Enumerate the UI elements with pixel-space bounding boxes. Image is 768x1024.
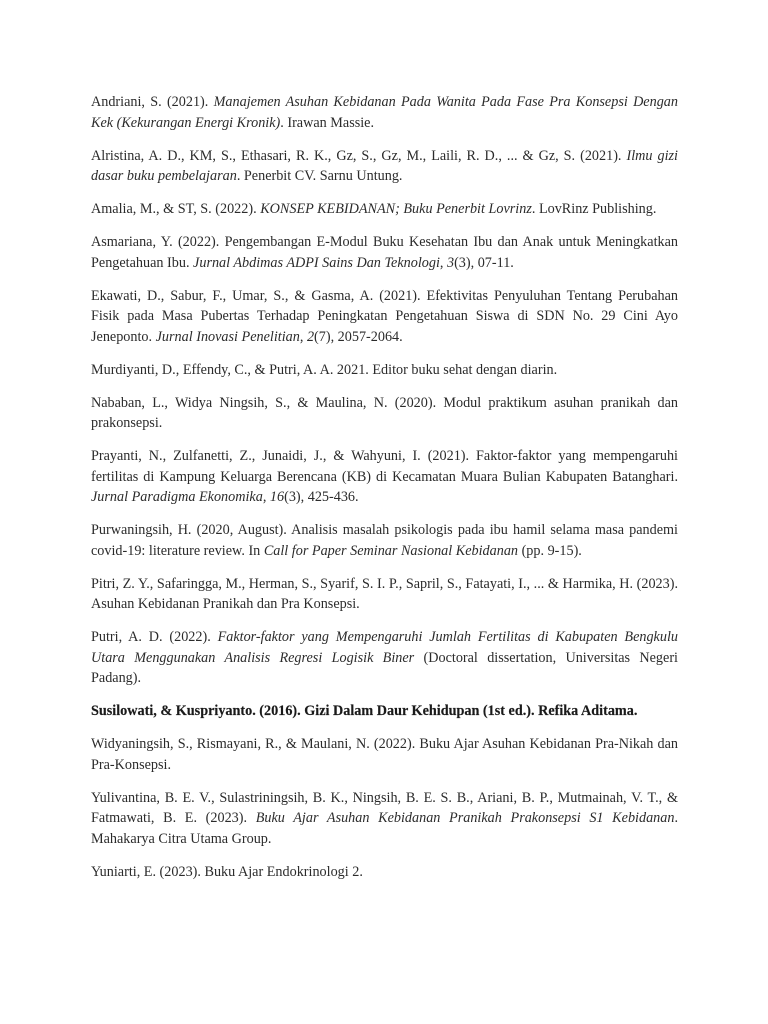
reference-text: Murdiyanti, D., Effendy, C., & Putri, A. A. 2021. Editor buku sehat dengan diarin. xyxy=(91,361,558,378)
reference-text: Alristina, A. D., KM, S., Ethasari, R. K., Gz, S., Gz, M., Laili, R. D., ... & Gz, S. (2021). xyxy=(91,147,627,164)
reference-italic-text: 16 xyxy=(269,489,285,505)
reference-text: Ekawati, D., Sabur, F., Umar, S., & Gasma, A. (2021). Efektivitas Penyuluhan Tentang Perubahan Fisik pada Masa Pubertas Terhadap Peningkatan Pengetahuan Siswa di SDN No. 29 Cini Ayo Jeneponto. xyxy=(91,287,678,345)
reference-italic-text: Call for Paper Seminar Nasional Kebidanan xyxy=(263,542,519,559)
reference-entry-ekawati xyxy=(91,286,678,348)
reference-text: , xyxy=(439,254,447,271)
reference-text: . Irawan Massie. xyxy=(280,114,375,131)
reference-text: Pitri, Z. Y., Safaringga, M., Herman, S., Syarif, S. I. P., Sapril, S., Fatayati, I., ... & Harmika, H. (2023). Asuhan Kebidanan Pranikah dan Pra Konsepsi. xyxy=(91,575,678,612)
reference-entry-susilowati xyxy=(91,701,678,722)
reference-text: Putri, A. D. (2022). xyxy=(91,629,218,645)
reference-text: (Doctoral dissertation, Universitas Negeri Padang). xyxy=(91,649,678,686)
reference-entry-amalia xyxy=(91,199,678,220)
reference-italic-text: Jurnal Inovasi Penelitian xyxy=(155,328,300,345)
reference-entry-pitri xyxy=(91,574,678,615)
reference-text: Susilowati, & Kuspriyanto. (2016). Gizi Dalam Daur Kehidupan (1st ed.). Refika Aditama. xyxy=(91,703,638,719)
reference-text: (3), 07-11. xyxy=(454,254,514,271)
reference-italic-text: Manajemen Asuhan Kebidanan Pada Wanita Pada Fase Pra Konsepsi Dengan Kek (Kekurangan Energi Kronik) xyxy=(91,94,678,131)
reference-italic-text: Faktor-faktor yang Mempengaruhi Jumlah Fertilitas di Kabupaten Bengkulu Utara Menggunakan Analisis Regresi Logisik Biner xyxy=(91,629,678,666)
reference-entry-andriani xyxy=(91,92,678,133)
reference-text: . Mahakarya Citra Utama Group. xyxy=(91,810,678,847)
reference-text: Andriani, S. (2021). xyxy=(91,94,214,110)
reference-entry-yuniarti xyxy=(91,862,678,883)
reference-text: Nababan, L., Widya Ningsih, S., & Maulina, N. (2020). Modul praktikum asuhan pranikah dan prakonsepsi. xyxy=(91,394,678,431)
reference-entry-purwaningsih xyxy=(91,520,678,561)
reference-text: Prayanti, N., Zulfanetti, Z., Junaidi, J., & Wahyuni, I. (2021). Faktor-faktor yang mempengaruhi fertilitas di Kampung Keluarga Berencana (KB) di Kecamatan Muara Bulian Kabupaten Batanghari. xyxy=(91,448,678,485)
reference-italic-text: 3 xyxy=(446,254,455,271)
reference-entry-yulivantina xyxy=(91,788,678,850)
reference-entry-widyaningsih xyxy=(91,734,678,775)
reference-entry-prayanti xyxy=(91,446,678,508)
reference-text: Purwaningsih, H. (2020, August). Analisis masalah psikologis pada ibu hamil selama masa pandemi covid-19: literature review. In xyxy=(91,522,678,559)
reference-italic-text: Jurnal Abdimas ADPI Sains Dan Teknologi xyxy=(193,254,440,271)
reference-text: (3), 425-436. xyxy=(284,489,359,505)
reference-italic-text: Jurnal Paradigma Ekonomika xyxy=(91,489,263,505)
reference-text: . LovRinz Publishing. xyxy=(531,201,657,217)
reference-entry-murdiyanti xyxy=(91,360,678,381)
reference-entry-alristina xyxy=(91,146,678,187)
reference-text: (pp. 9-15). xyxy=(518,542,582,559)
reference-list xyxy=(91,92,678,895)
reference-italic-text: KONSEP KEBIDANAN; Buku Penerbit Lovrinz xyxy=(260,201,532,217)
reference-text: , xyxy=(299,328,307,345)
reference-text: Yulivantina, B. E. V., Sulastriningsih, B. K., Ningsih, B. E. S. B., Ariani, B. P., Mutmainah, V. T., & Fatmawati, B. E. (2023). xyxy=(91,789,678,826)
reference-entry-nababan xyxy=(91,393,678,434)
reference-entry-asmariana xyxy=(91,232,678,273)
reference-text: (7), 2057-2064. xyxy=(314,328,403,345)
reference-entry-putri xyxy=(91,627,678,689)
reference-text: . Penerbit CV. Sarnu Untung. xyxy=(236,168,403,184)
reference-text: Widyaningsih, S., Rismayani, R., & Maulani, N. (2022). Buku Ajar Asuhan Kebidanan Pra-Nikah dan Pra-Konsepsi. xyxy=(91,736,678,773)
reference-text: , xyxy=(262,489,270,505)
reference-text: Asmariana, Y. (2022). Pengembangan E-Modul Buku Kesehatan Ibu dan Anak untuk Meningkatkan Pengetahuan Ibu. xyxy=(91,234,678,271)
reference-italic-text: Ilmu gizi dasar buku pembelajaran xyxy=(91,147,678,184)
reference-italic-text: Buku Ajar Asuhan Kebidanan Pranikah Prakonsepsi S1 Kebidanan xyxy=(255,810,675,826)
reference-italic-text: 2 xyxy=(306,328,315,345)
reference-text: Yuniarti, E. (2023). Buku Ajar Endokrinologi 2. xyxy=(91,863,363,880)
reference-text: Amalia, M., & ST, S. (2022). xyxy=(91,201,261,217)
